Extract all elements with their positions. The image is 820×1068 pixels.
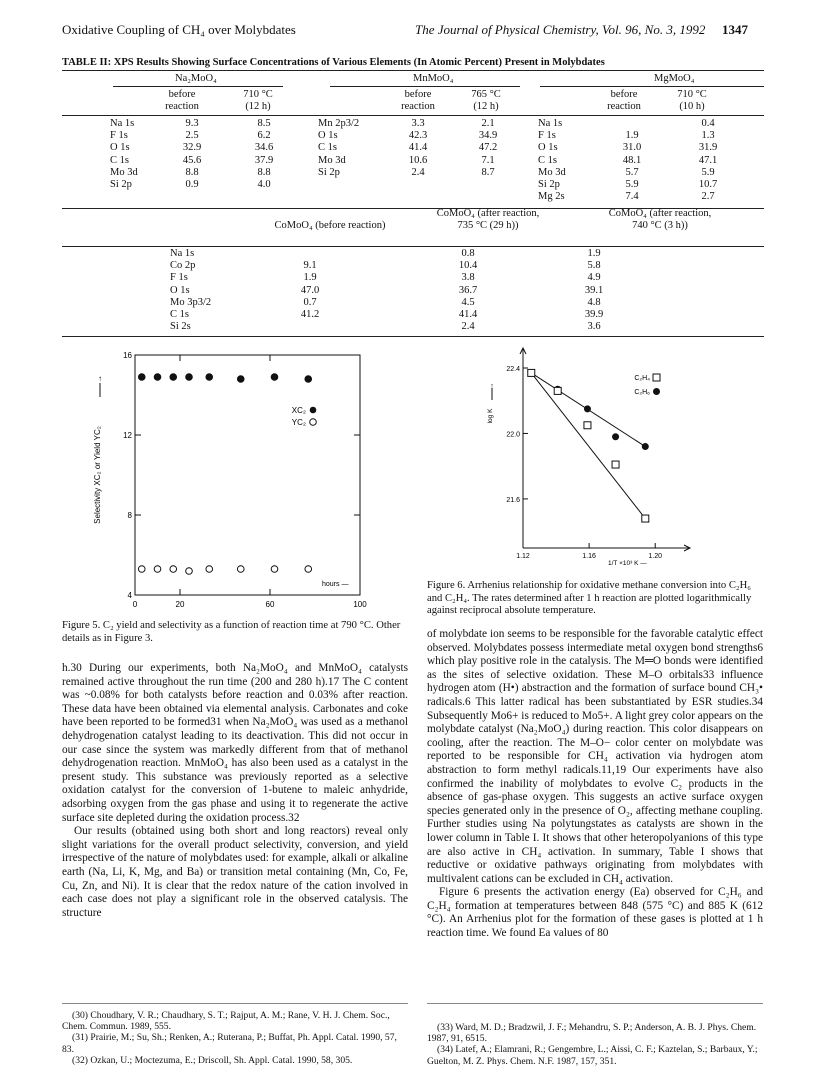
- table-row: [168, 248, 646, 260]
- cell: Mo 3d: [318, 154, 346, 166]
- cell: 9.3: [185, 118, 199, 129]
- legend-marker-c2h6: [653, 388, 660, 395]
- co-head-after1: CoMoO₄ (after reaction, 735 °C (29 h)): [436, 208, 540, 231]
- x-axis-label: hours —: [322, 581, 349, 588]
- y-tick-label: 22.4: [506, 366, 520, 373]
- paragraph: Our results (obtained using both short and long reactors) reveal only slight variations for the overall product selectivity, conversion, and yield irrespective of the nature of molybdates used: for example, alkali or alkaline earth (Na, Li, K, Mg, and Ba) or transition metal containing (Mn, Co, Fe, Cu, Zn, and Ni). It is clear that the redox nature of the cation involved in each case does not play a significant role in the observed catalysis. The structure: [62, 825, 408, 919]
- left-column-text: [62, 662, 408, 920]
- data-point-c2h4: [642, 515, 649, 522]
- cell: 10.6: [408, 154, 428, 166]
- cell: 7.4: [625, 191, 639, 203]
- mn-after-head: 765 °C (12 h): [471, 89, 501, 112]
- mg-after-head: 710 °C (10 h): [677, 89, 707, 112]
- table-row: [108, 167, 308, 179]
- cell: Mo 3p3/2: [170, 296, 212, 308]
- cell: 8.8: [257, 166, 271, 178]
- cell: O 1s: [170, 284, 190, 296]
- group-mg: MgMoO₄: [654, 73, 695, 84]
- cell: 31.9: [698, 142, 718, 154]
- cell: F 1s: [110, 130, 128, 142]
- cell: 3.6: [587, 321, 601, 333]
- data-point-xc2: [170, 374, 177, 381]
- y-label-arrowhead: ↑: [490, 383, 494, 390]
- cell: 5.9: [701, 166, 715, 178]
- cell: 47.0: [300, 284, 320, 296]
- refs-rule-right: [427, 1003, 763, 1004]
- cell: 45.6: [182, 154, 202, 166]
- mn-table: [316, 118, 530, 179]
- cell: Si 2p: [110, 179, 132, 191]
- co-head-before: CoMoO₄ (before reaction): [274, 220, 386, 231]
- cell: 2.1: [481, 118, 495, 129]
- figure-6-caption: Figure 6. Arrhenius relationship for oxidative methane conversion into C₂H₆ and C₂H₄. The rates determined after 1 h reaction are plotted logarithmically against reciprocal absolute temperature.: [427, 580, 752, 617]
- table-row: [168, 285, 646, 297]
- table-row: [536, 155, 750, 167]
- cell: C 1s: [538, 154, 557, 166]
- table-row: [316, 118, 530, 130]
- data-point-xc2: [186, 374, 193, 381]
- reference: (34) Latef, A.; Elamrani, R.; Gengembre, L.; Aissi, C. F.; Kaztelan, S.; Barbaux, Y.; Guelton, M. Z. Phys. Chem. N.F. 1987, 157, 351.: [427, 1044, 758, 1067]
- table-row: [168, 260, 646, 272]
- data-point-c2h4: [528, 369, 535, 376]
- data-point-xc2: [237, 376, 244, 383]
- y-tick-label: 12: [123, 431, 132, 440]
- table-top-rule: [62, 70, 764, 71]
- cell: F 1s: [170, 272, 188, 284]
- y-axis-label: log K: [487, 408, 494, 424]
- paragraph: Figure 6 presents the activation energy (Ea) observed for C₂H₆ and C₂H₄ formation at temperatures between 848 (575 °C) and 885 K (612 °C). An Arrhenius plot for the formation of these gases is plotted at 1 h reaction time. We found Ea values of 80: [427, 886, 763, 940]
- right-column-text: [427, 628, 763, 941]
- cell: [598, 118, 666, 130]
- cell: 1.9: [625, 130, 639, 142]
- data-point-c2h4: [584, 422, 591, 429]
- cell: 5.8: [587, 260, 601, 272]
- cell: 41.2: [300, 309, 320, 321]
- reference: (30) Choudhary, V. R.; Chaudhary, S. T.; Rajput, A. M.; Rane, V. H. J. Chem. Soc., Chem. Commun. 1989, 555.: [62, 1010, 390, 1033]
- x-tick-label: 100: [353, 600, 367, 609]
- cell: 0.8: [461, 248, 475, 259]
- cell: 36.7: [458, 284, 478, 296]
- x-tick-label: 1.12: [516, 553, 530, 560]
- table-caption: TABLE II: XPS Results Showing Surface Concentrations of Various Elements (In Atomic Percent) Present in Molybdates: [62, 57, 605, 68]
- co-table: [168, 248, 646, 333]
- running-header-journal: The Journal of Physical Chemistry, Vol. 96, No. 3, 1992: [415, 22, 706, 37]
- cell: 47.2: [478, 142, 498, 154]
- table-row: [168, 297, 646, 309]
- data-point-yc2: [305, 566, 312, 573]
- figure-6-chart: [480, 340, 740, 575]
- cell: 4.8: [587, 296, 601, 308]
- cell: Mg 2s: [538, 191, 565, 203]
- data-point-c2h4: [554, 387, 561, 394]
- legend-label-xc2: XC₂: [291, 406, 306, 415]
- legend-label-yc2: YC₂: [291, 418, 306, 427]
- cell: 39.9: [584, 309, 604, 321]
- x-tick-label: 60: [265, 600, 275, 609]
- cell: Na 1s: [110, 118, 135, 129]
- table-row: [108, 118, 308, 130]
- x-tick-label: 1.20: [648, 553, 663, 560]
- mg-before-head: before reaction: [607, 89, 641, 112]
- table-row: [536, 191, 750, 203]
- cell: O 1s: [110, 142, 130, 154]
- cell: Mo 3d: [110, 166, 138, 178]
- x-tick-label: 20: [175, 600, 185, 609]
- reference: (31) Prairie, M.; Su, Sh.; Renken, A.; Ruterana, P.; Buffat, Ph. Appl. Catal. 1990, 57, 83.: [62, 1032, 397, 1055]
- data-point-xc2: [206, 374, 213, 381]
- cell: [284, 248, 336, 260]
- y-axis-label: Selectivity XC₂ or Yield YC₂: [93, 426, 102, 524]
- na-table: [108, 118, 308, 191]
- cell: 0.9: [185, 179, 199, 191]
- cell: 31.0: [622, 142, 642, 154]
- y-tick-label: 21.6: [506, 496, 520, 504]
- cell: 41.4: [408, 142, 428, 154]
- left-references: [62, 1010, 408, 1066]
- running-header-left: Oxidative Coupling of CH₄ over Molybdates: [62, 22, 296, 37]
- fit-line-c2h4: [531, 373, 645, 519]
- cell: 5.9: [625, 179, 639, 191]
- table-row: [168, 272, 646, 284]
- cell: 34.6: [254, 142, 274, 154]
- cell: 2.5: [185, 130, 199, 142]
- data-point-yc2: [154, 566, 161, 573]
- cell: C 1s: [318, 142, 337, 154]
- legend-label-c2h4: C₂H₄: [634, 375, 650, 382]
- cell: 1.9: [587, 248, 601, 259]
- data-point-yc2: [271, 566, 278, 573]
- group-rule-mg: [540, 86, 764, 87]
- cell: 10.4: [458, 260, 478, 272]
- cell: 0.4: [701, 118, 715, 129]
- group-mn: MnMoO₄: [413, 73, 454, 84]
- cell: O 1s: [318, 130, 338, 142]
- data-point-xc2: [305, 376, 312, 383]
- table-row: [316, 130, 530, 142]
- table-bottom-rule: [62, 336, 764, 337]
- paragraph: of molybdate ion seems to be responsible for the favorable catalytic effect observed. Molybdates possess intermediate metal oxygen bond strengths6 which play positive role in the catalysis. The M═O bonds were identified as the sites of selective oxidation. These M–O orbitals33 influence hydrogen atom (H•) abstraction and the formation of surface bound CH₃• radicals.6 This latter radical has been substantiated by ESR studies.34 Subsequently Mo6+ is reduced to Mo5+. A light grey color appears on the molybdate catalyst (Na₂MoO₄) during reaction. This color disappears on cooling, after the reaction. The M–O− color center on molybdate was reported to be responsible for CH₄ activation via hydrogen atom abstraction to form methyl radicals.11,19 Our experiments have also confirmed the inability of molybdates to evolve C₂ products in the absence of gas-phase oxygen. This suggests an active surface oxygen species generated only in the presence of O₂, affecting methane coupling. Further studies using Na polytungstates as catalysts are shown in the lower column in Table I. It shows that other heteropolyanions of this type are also active in CH₄ activation. In summary, Table I shows that reductive or oxidative pathways originating from molybdates with multivalent cations can be excluded in CH₄ activation.: [427, 628, 763, 885]
- y-tick-label: 4: [127, 591, 132, 600]
- cell: F 1s: [538, 130, 556, 142]
- reference: (33) Ward, M. D.; Bradzwil, J. F.; Mehandru, S. P.; Anderson, A. B. J. Phys. Chem. 1987, 91, 6515.: [427, 1022, 757, 1045]
- cell: Na 1s: [170, 248, 195, 259]
- data-point-xc2: [271, 374, 278, 381]
- table-row: [316, 155, 530, 167]
- cell: 4.0: [257, 179, 271, 191]
- cell: 41.4: [458, 309, 478, 321]
- x-tick-label: 0: [132, 600, 138, 609]
- cell: 7.1: [481, 154, 495, 166]
- y-tick-label: 8: [127, 511, 132, 520]
- cell: Si 2s: [170, 321, 191, 333]
- cell: 0.7: [303, 296, 317, 308]
- cell: Si 2p: [318, 166, 340, 178]
- y-tick-label: 16: [123, 351, 132, 360]
- table-row: [536, 142, 750, 154]
- data-point-c2h4: [612, 461, 619, 468]
- table-row: [168, 321, 646, 333]
- cell: Mn 2p3/2: [318, 118, 360, 129]
- figure-5-caption: Figure 5. C₂ yield and selectivity as a function of reaction time at 790 °C. Other details as in Figure 3.: [62, 620, 401, 644]
- table-row: [108, 142, 308, 154]
- cell: 6.2: [257, 130, 271, 142]
- group-na: Na₂MoO₄: [175, 73, 217, 84]
- cell: Mo 3d: [538, 166, 566, 178]
- cell: 47.1: [698, 154, 718, 166]
- na-after-head: 710 °C (12 h): [243, 89, 273, 112]
- cell: O 1s: [538, 142, 558, 154]
- na-before-head: before reaction: [165, 89, 199, 112]
- co-head-rule: [62, 246, 764, 247]
- cell: 1.9: [303, 272, 317, 284]
- data-point-c2h6: [584, 405, 591, 412]
- cell: 32.9: [182, 142, 202, 154]
- data-point-yc2: [138, 566, 145, 573]
- cell: Na 1s: [538, 118, 563, 129]
- y-tick-label: 22.0: [506, 431, 520, 439]
- data-point-xc2: [154, 374, 161, 381]
- cell: [284, 321, 336, 333]
- data-point-yc2: [186, 568, 193, 575]
- cell: 48.1: [622, 154, 642, 166]
- cell: 8.5: [257, 118, 271, 129]
- cell: 39.1: [584, 284, 604, 296]
- cell: 5.7: [625, 166, 639, 178]
- page-number: 1347: [722, 22, 748, 37]
- table-row: [108, 155, 308, 167]
- legend-marker-xc2: [310, 407, 317, 414]
- refs-rule-left: [62, 1003, 408, 1004]
- cell: 2.4: [411, 166, 425, 178]
- legend-label-c2h6: C₂H₆: [634, 389, 650, 396]
- cell: 3.3: [411, 118, 425, 129]
- cell: Si 2p: [538, 179, 560, 191]
- group-rule-na: [113, 86, 283, 87]
- plot-frame: [135, 355, 360, 595]
- cell: 1.3: [701, 130, 715, 142]
- table-row: [536, 118, 750, 130]
- x-axis-label: 1/T ×10³ K —: [608, 560, 647, 567]
- right-references: [427, 1022, 763, 1067]
- cell: 2.4: [461, 321, 475, 333]
- table-row: [108, 179, 308, 191]
- cell: 37.9: [254, 154, 274, 166]
- table-row: [108, 130, 308, 142]
- cell: 42.3: [408, 130, 428, 142]
- data-point-c2h6: [642, 443, 649, 450]
- mg-table: [536, 118, 750, 203]
- cell: 9.1: [303, 260, 317, 272]
- cell: 8.8: [185, 166, 199, 178]
- table-row: [536, 167, 750, 179]
- table-row: [536, 130, 750, 142]
- cell: 3.8: [461, 272, 475, 284]
- cell: 2.7: [701, 191, 715, 203]
- cell: 4.5: [461, 296, 475, 308]
- data-point-yc2: [237, 566, 244, 573]
- cell: Co 2p: [170, 260, 196, 272]
- paragraph: h.30 During our experiments, both Na₂MoO₄ and MnMoO₄ catalysts remained active throughout the run time (200 and 280 h).17 The C content was ~0.08% for both catalysts before reaction and 0.03% after reaction. These data have been obtained via elemental analysis. Carbonates and coke have been reported to be formed31 when Na₂MoO₄ was used as a methanol dehydrogenation catalyst leading to its deactivation. This did not occur in our case since the system was markedly different from that of methanol dehydrogenation reaction. MnMoO₄ has also been used as a catalyst in the present study. This substance was previously reported as a selective oxidation catalyst for the conversion of 1-butene to maleic anhydride, adsorbing oxygen from the gas phase and using it to regenerate the active surface site depleted during the oxidation process.32: [62, 662, 408, 824]
- table-row: [316, 142, 530, 154]
- data-point-yc2: [206, 566, 213, 573]
- data-point-xc2: [138, 374, 145, 381]
- cell: C 1s: [110, 154, 129, 166]
- x-tick-label: 1.16: [582, 553, 596, 560]
- cell: 34.9: [478, 130, 498, 142]
- subhead-rule: [62, 115, 764, 116]
- table-row: [316, 167, 530, 179]
- mn-before-head: before reaction: [401, 89, 435, 112]
- reference: (32) Ozkan, U.; Moctezuma, E.; Driscoll, Sh. Appl. Catal. 1990, 58, 305.: [72, 1054, 353, 1066]
- legend-marker-c2h4: [653, 374, 660, 381]
- cell: C 1s: [170, 309, 189, 321]
- cell: 4.9: [587, 272, 601, 284]
- cell: 8.7: [481, 166, 495, 178]
- y-axis-arrowhead: ↑: [98, 374, 102, 383]
- legend-marker-yc2: [310, 419, 317, 426]
- data-point-yc2: [170, 566, 177, 573]
- cell: 10.7: [698, 179, 718, 191]
- group-rule-mn: [330, 86, 520, 87]
- table-row: [536, 179, 750, 191]
- figure-5-chart: [80, 345, 400, 615]
- data-point-c2h6: [612, 433, 619, 440]
- co-head-after2: CoMoO₄ (after reaction, 740 °C (3 h)): [608, 208, 712, 231]
- table-row: [168, 309, 646, 321]
